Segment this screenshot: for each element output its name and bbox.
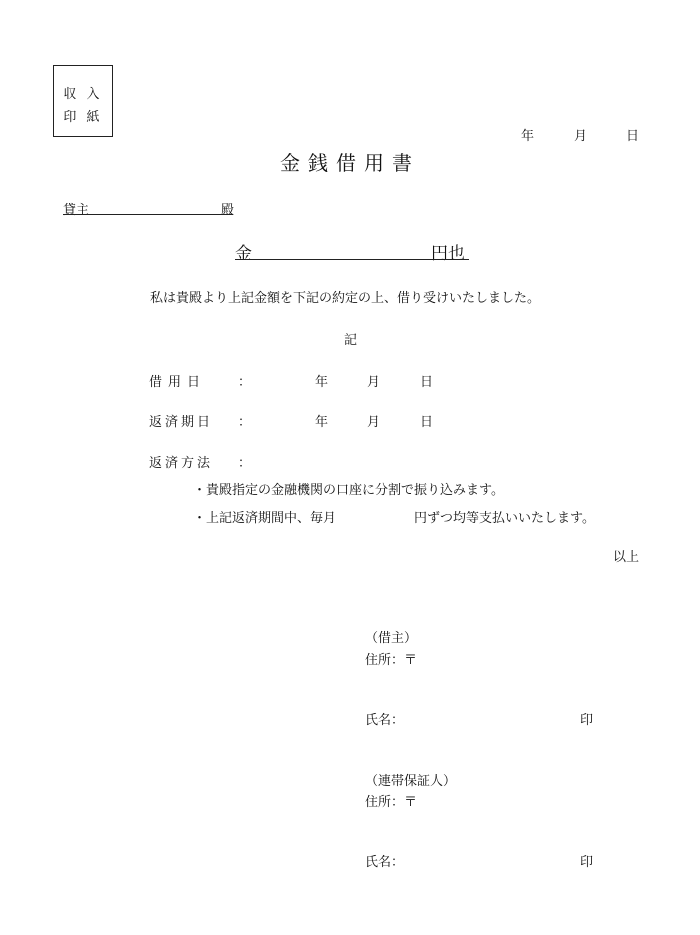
borrow-date-year: 年: [315, 375, 329, 390]
repay-method-colon: ：: [238, 456, 252, 471]
amount-prefix: 金: [235, 244, 252, 264]
statement-text: 私は貴殿より上記金額を下記の約定の上、借り受けいたしました。: [150, 291, 541, 306]
stamp-label-line2: 印 紙: [63, 110, 103, 125]
repay-method-item-2-suffix: 円ずつ均等支払いいたします。: [414, 511, 595, 526]
amount-suffix: 円也: [431, 244, 465, 264]
amount-underline: [235, 259, 469, 260]
end-mark: 以上: [613, 550, 640, 565]
borrow-date-day: 日: [420, 375, 434, 390]
repay-date-year: 年: [315, 415, 329, 430]
repay-date-colon: ：: [238, 415, 252, 430]
repay-method-label: 返済方法: [149, 456, 214, 471]
guarantor-address-label: 住所：〒: [365, 795, 418, 810]
repay-method-item-2: ・上記返済期間中、毎月: [193, 511, 337, 526]
repay-method-item-1: ・貴殿指定の金融機関の口座に分割で振り込みます。: [193, 483, 504, 498]
date-day: 日: [626, 129, 640, 144]
date-month: 月: [574, 129, 588, 144]
guarantor-seal-mark: 印: [580, 855, 594, 870]
lender-suffix: 殿: [221, 203, 235, 218]
borrower-address-label: 住所：〒: [365, 653, 418, 668]
ki-heading: 記: [344, 333, 358, 348]
borrow-date-colon: ：: [238, 375, 252, 390]
guarantor-heading: （連帯保証人）: [365, 774, 457, 789]
borrow-date-month: 月: [367, 375, 381, 390]
repay-date-month: 月: [367, 415, 381, 430]
revenue-stamp-box: [53, 65, 113, 137]
date-year: 年: [521, 129, 535, 144]
borrower-heading: （借主）: [365, 631, 418, 646]
guarantor-name-label: 氏名：: [365, 855, 405, 870]
borrow-date-label: 借用日: [149, 375, 207, 390]
borrower-seal-mark: 印: [580, 713, 594, 728]
lender-underline: [63, 214, 233, 215]
lender-label: 貸主: [63, 203, 90, 218]
document-title: 金銭借用書: [280, 151, 420, 175]
repay-date-label: 返済期日: [149, 415, 214, 430]
stamp-label-line1: 収 入: [63, 87, 103, 102]
repay-date-day: 日: [420, 415, 434, 430]
borrower-name-label: 氏名：: [365, 713, 405, 728]
